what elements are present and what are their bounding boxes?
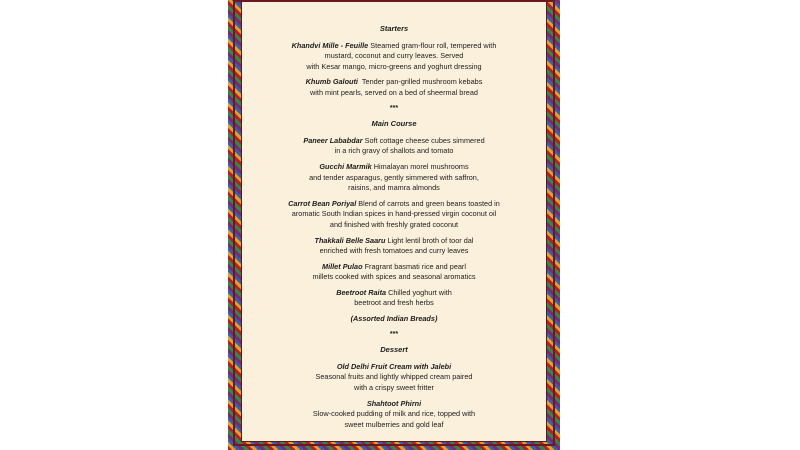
menu-item-first-line bbox=[242, 362, 546, 373]
menu-item bbox=[242, 199, 546, 231]
dish-name: Carrot Bean Poriyal bbox=[288, 198, 357, 208]
menu-sheet bbox=[241, 0, 547, 442]
dish-description: Light lentil broth of toor dal bbox=[385, 235, 474, 245]
menu-item-first-line bbox=[242, 77, 546, 88]
menu-item bbox=[242, 399, 546, 431]
menu-item-first-line bbox=[242, 288, 546, 299]
dish-name: Millet Pulao bbox=[322, 261, 363, 271]
menu-item-first-line bbox=[242, 162, 546, 173]
dish-name: Paneer Lababdar bbox=[303, 135, 363, 145]
dish-description: beetroot and fresh herbs bbox=[354, 298, 434, 308]
dish-description: sweet mulberries and gold leaf bbox=[344, 419, 444, 429]
dish-description: and tender asparagus, gently simmered with saffron, bbox=[309, 172, 479, 182]
dish-description: with a crispy sweet fritter bbox=[354, 383, 434, 393]
dish-name: Shahtoot Phirni bbox=[366, 398, 422, 408]
dish-name: (Assorted Indian Breads) bbox=[350, 314, 438, 324]
dish-name: Khumb Galouti bbox=[305, 77, 358, 87]
dish-description: millets cooked with spices and seasonal aromatics bbox=[312, 272, 476, 282]
dish-name: Thakkali Belle Saaru bbox=[314, 235, 386, 245]
menu-item bbox=[242, 362, 546, 394]
menu-item-first-line bbox=[242, 136, 546, 147]
section-heading: Dessert bbox=[380, 345, 408, 355]
menu-item-first-line bbox=[242, 262, 546, 273]
dish-description: Soft cottage cheese cubes simmered bbox=[362, 135, 485, 145]
dish-description: Chilled yoghurt with bbox=[386, 287, 452, 297]
dish-name: Khandvi Mille - Feuille bbox=[291, 40, 369, 50]
dish-name: Beetroot Raita bbox=[336, 287, 387, 297]
dish-description: raisins, and mamra almonds bbox=[348, 183, 440, 193]
dish-description: and finished with freshly grated coconut bbox=[329, 219, 459, 229]
dish-name: Old Delhi Fruit Cream with Jalebi bbox=[336, 361, 452, 371]
dish-description: Seasonal fruits and lightly whipped cream paired bbox=[315, 372, 473, 382]
dish-description: with Kesar mango, micro-greens and yoghurt dressing bbox=[306, 61, 482, 71]
dish-name: Gucchi Marmik bbox=[319, 161, 372, 171]
menu-item-first-line bbox=[242, 199, 546, 210]
dish-description: enriched with fresh tomatoes and curry leaves bbox=[319, 246, 469, 256]
menu-card bbox=[228, 0, 560, 450]
menu-item-first-line bbox=[242, 41, 546, 52]
dish-description: in a rich gravy of shallots and tomato bbox=[334, 146, 454, 156]
dish-description: Tender pan-grilled mushroom kebabs bbox=[357, 77, 483, 87]
menu-item-first-line bbox=[242, 399, 546, 410]
menu-item-first-line bbox=[242, 236, 546, 247]
menu-item bbox=[242, 136, 546, 157]
dish-description: Himalayan morel mushrooms bbox=[371, 161, 469, 171]
section-separator: *** bbox=[389, 330, 399, 338]
menu-item bbox=[242, 41, 546, 73]
section-heading: Starters bbox=[379, 24, 409, 33]
section-separator: *** bbox=[389, 104, 399, 112]
menu-item bbox=[242, 314, 546, 325]
dish-description: Slow-cooked pudding of milk and rice, topped with bbox=[312, 409, 476, 419]
dish-description: Blend of carrots and green beans toasted in bbox=[356, 198, 500, 208]
dish-description: with mint pearls, served on a bed of sheermal bread bbox=[310, 87, 478, 97]
dish-description: Steamed gram-flour roll, tempered with bbox=[368, 40, 497, 50]
menu-item bbox=[242, 262, 546, 283]
dish-description: aromatic South Indian spices in hand-pressed virgin coconut oil bbox=[291, 209, 497, 219]
menu-item bbox=[242, 162, 546, 194]
menu-item bbox=[242, 236, 546, 257]
dish-description: mustard, coconut and curry leaves. Served bbox=[324, 51, 464, 61]
menu-item bbox=[242, 77, 546, 98]
menu-item-first-line bbox=[242, 314, 546, 325]
menu-item bbox=[242, 288, 546, 309]
dish-description: Fragrant basmati rice and pearl bbox=[362, 261, 466, 271]
section-heading: Main Course bbox=[371, 119, 417, 129]
menu-content bbox=[242, 24, 546, 435]
